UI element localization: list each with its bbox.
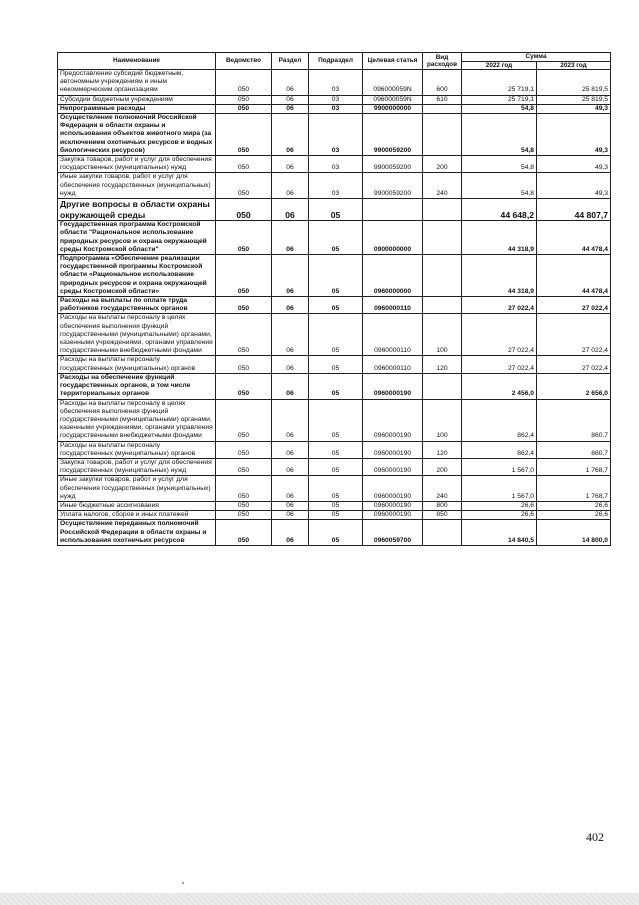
- cell-section: 06: [272, 314, 309, 356]
- cell-subsection: 05: [309, 441, 363, 458]
- cell-dept: 050: [216, 520, 272, 546]
- header-dept: Ведомство: [216, 53, 272, 70]
- cell-target: 9900000000: [363, 104, 423, 113]
- cell-section: 06: [272, 476, 309, 502]
- cell-sum-2023: 14 800,0: [537, 520, 611, 546]
- cell-dept: 050: [216, 95, 272, 104]
- cell-sum-2022: 25 719,1: [462, 95, 537, 104]
- cell-exp-type: [423, 520, 462, 546]
- table-row: [58, 476, 611, 502]
- cell-subsection: 05: [309, 199, 363, 221]
- cell-dept: 050: [216, 458, 272, 475]
- cell-sum-2022: 44 318,9: [462, 255, 537, 297]
- cell-exp-type: 120: [423, 356, 462, 373]
- cell-name: Закупка товаров, работ и услуг для обеспечения государственных (муниципальных) нужд: [58, 458, 216, 475]
- cell-section: 06: [272, 356, 309, 373]
- cell-subsection: 05: [309, 399, 363, 441]
- cell-dept: 050: [216, 199, 272, 221]
- cell-sum-2022: 26,6: [462, 501, 537, 510]
- cell-dept: 050: [216, 114, 272, 156]
- cell-name: Государственная программа Костромской области "Рациональное использование природных ресурсов и охрана окружающей среды Костромской области": [58, 221, 216, 255]
- cell-exp-type: 800: [423, 501, 462, 510]
- cell-dept: 050: [216, 104, 272, 113]
- cell-section: 06: [272, 173, 309, 199]
- cell-target: 0960000190: [363, 511, 423, 520]
- cell-subsection: 05: [309, 511, 363, 520]
- cell-exp-type: 200: [423, 156, 462, 173]
- cell-target: 9900059200: [363, 173, 423, 199]
- table-row: [58, 356, 611, 373]
- cell-subsection: 03: [309, 104, 363, 113]
- page-number: 402: [586, 830, 604, 844]
- cell-section: 06: [272, 114, 309, 156]
- table-header-row: [58, 53, 611, 62]
- cell-sum-2022: 862,4: [462, 441, 537, 458]
- cell-sum-2023: 25 819,5: [537, 70, 611, 96]
- cell-subsection: 05: [309, 255, 363, 297]
- cell-sum-2023: 49,3: [537, 104, 611, 113]
- cell-subsection: 03: [309, 70, 363, 96]
- header-target: Целевая статья: [363, 53, 423, 70]
- cell-sum-2023: 860,7: [537, 441, 611, 458]
- cell-subsection: 05: [309, 458, 363, 475]
- cell-section: 06: [272, 156, 309, 173]
- cell-subsection: 05: [309, 373, 363, 399]
- cell-name: Осуществление переданных полномочий Российской Федерации в области охраны и использования охотничьих ресурсов: [58, 520, 216, 546]
- cell-exp-type: [423, 199, 462, 221]
- header-subsection: Подраздел: [309, 53, 363, 70]
- cell-exp-type: [423, 373, 462, 399]
- cell-name: Субсидии бюджетным учреждениям: [58, 95, 216, 104]
- table-row: [58, 373, 611, 399]
- table-row: [58, 255, 611, 297]
- cell-dept: 050: [216, 476, 272, 502]
- cell-exp-type: 200: [423, 458, 462, 475]
- cell-exp-type: 100: [423, 399, 462, 441]
- cell-name: Осуществление полномочий Российской Федерации в области охраны и использования объектов животного мира (за исключением охотничьих ресурсов и водных биологических ресурсов): [58, 114, 216, 156]
- cell-section: 06: [272, 95, 309, 104]
- cell-target: 9900059200: [363, 114, 423, 156]
- cell-name: Предоставление субсидий бюджетным, автономным учреждениям и иным некоммерческим организациям: [58, 70, 216, 96]
- cell-target: 0960000190: [363, 399, 423, 441]
- cell-exp-type: 240: [423, 173, 462, 199]
- cell-sum-2023: 27 022,4: [537, 314, 611, 356]
- cell-sum-2022: 25 719,1: [462, 70, 537, 96]
- cell-name: Расходы на выплаты персоналу в целях обеспечения выполнения функций государственными (муниципальными) органами, казенными учреждениями, органами управления государственными внебюджетными фондами: [58, 314, 216, 356]
- cell-dept: 050: [216, 156, 272, 173]
- cell-sum-2022: 26,6: [462, 511, 537, 520]
- cell-name: Расходы на выплаты персоналу государственных (муниципальных) органов: [58, 356, 216, 373]
- cell-subsection: 05: [309, 221, 363, 255]
- cell-dept: 050: [216, 173, 272, 199]
- table-row: [58, 399, 611, 441]
- cell-name: Закупка товаров, работ и услуг для обеспечения государственных (муниципальных) нужд: [58, 156, 216, 173]
- cell-name: Уплата налогов, сборов и иных платежей: [58, 511, 216, 520]
- cell-sum-2023: 2 656,0: [537, 373, 611, 399]
- cell-name: Другие вопросы в области охраны окружающей среды: [58, 199, 216, 221]
- cell-section: 06: [272, 520, 309, 546]
- table-row: [58, 458, 611, 475]
- cell-sum-2023: 44 478,4: [537, 221, 611, 255]
- table-row: [58, 441, 611, 458]
- cell-dept: 050: [216, 501, 272, 510]
- cell-sum-2023: 44 807,7: [537, 199, 611, 221]
- cell-name: Расходы на обеспечение функций государственных органов, в том числе территориальных органов: [58, 373, 216, 399]
- cell-name: Подпрограмма «Обеспечение реализации государственной программы Костромской области «Рациональное использование природных ресурсов и охрана окружающей среды Костромской области»: [58, 255, 216, 297]
- cell-sum-2023: 860,7: [537, 399, 611, 441]
- cell-sum-2022: 1 567,0: [462, 476, 537, 502]
- table-row: [58, 173, 611, 199]
- cell-sum-2022: 44 318,9: [462, 221, 537, 255]
- cell-subsection: 05: [309, 476, 363, 502]
- cell-target: 096000059N: [363, 95, 423, 104]
- table-row: [58, 114, 611, 156]
- budget-table: [57, 52, 611, 546]
- cell-target: 0960000190: [363, 373, 423, 399]
- cell-sum-2022: 2 456,0: [462, 373, 537, 399]
- cell-section: 06: [272, 458, 309, 475]
- cell-target: 096000059N: [363, 70, 423, 96]
- cell-sum-2022: 54,8: [462, 104, 537, 113]
- cell-target: 0960000110: [363, 297, 423, 314]
- cell-target: 9900059200: [363, 156, 423, 173]
- cell-target: 0960000110: [363, 356, 423, 373]
- cell-subsection: 05: [309, 356, 363, 373]
- table-row: [58, 314, 611, 356]
- cell-sum-2022: 862,4: [462, 399, 537, 441]
- cell-sum-2023: 49,3: [537, 173, 611, 199]
- cell-target: 0960000110: [363, 314, 423, 356]
- cell-exp-type: 600: [423, 70, 462, 96]
- cell-section: 06: [272, 373, 309, 399]
- cell-exp-type: 610: [423, 95, 462, 104]
- table-row: [58, 104, 611, 113]
- cell-section: 06: [272, 511, 309, 520]
- cell-section: 06: [272, 199, 309, 221]
- scan-speck: [182, 882, 184, 884]
- header-name: Наименование: [58, 53, 216, 70]
- header-year-2023: 2023 год: [537, 61, 611, 70]
- cell-target: 0960000190: [363, 441, 423, 458]
- cell-dept: 050: [216, 373, 272, 399]
- cell-sum-2023: 44 478,4: [537, 255, 611, 297]
- cell-sum-2022: 1 567,0: [462, 458, 537, 475]
- cell-dept: 050: [216, 297, 272, 314]
- cell-sum-2022: 44 648,2: [462, 199, 537, 221]
- cell-section: 06: [272, 297, 309, 314]
- cell-sum-2023: 26,6: [537, 511, 611, 520]
- cell-exp-type: 850: [423, 511, 462, 520]
- cell-subsection: 05: [309, 520, 363, 546]
- cell-sum-2023: 27 022,4: [537, 356, 611, 373]
- table-row: [58, 501, 611, 510]
- cell-subsection: 05: [309, 501, 363, 510]
- table-row: [58, 511, 611, 520]
- cell-dept: 050: [216, 70, 272, 96]
- cell-dept: 050: [216, 255, 272, 297]
- cell-sum-2023: 1 768,7: [537, 458, 611, 475]
- cell-exp-type: 100: [423, 314, 462, 356]
- cell-subsection: 03: [309, 173, 363, 199]
- cell-section: 06: [272, 501, 309, 510]
- cell-sum-2023: 49,3: [537, 114, 611, 156]
- cell-sum-2022: 54,8: [462, 156, 537, 173]
- cell-sum-2022: 27 022,4: [462, 297, 537, 314]
- cell-name: Иные закупки товаров, работ и услуг для обеспечения государственных (муниципальных) нужд: [58, 173, 216, 199]
- header-sum: Сумма: [462, 53, 611, 62]
- cell-dept: 050: [216, 399, 272, 441]
- cell-sum-2022: 54,8: [462, 173, 537, 199]
- cell-name: Расходы на выплаты персоналу в целях обеспечения выполнения функций государственными (муниципальными) органами, казенными учреждениями, органами управления государственными внебюджетными фондами: [58, 399, 216, 441]
- table-row: [58, 221, 611, 255]
- cell-subsection: 05: [309, 297, 363, 314]
- cell-target: 0960000190: [363, 458, 423, 475]
- cell-sum-2023: 26,6: [537, 501, 611, 510]
- table-row: [58, 199, 611, 221]
- cell-sum-2023: 25 819,5: [537, 95, 611, 104]
- cell-section: 06: [272, 70, 309, 96]
- cell-subsection: 05: [309, 314, 363, 356]
- cell-sum-2022: 14 840,5: [462, 520, 537, 546]
- cell-exp-type: [423, 221, 462, 255]
- cell-dept: 050: [216, 511, 272, 520]
- cell-dept: 050: [216, 314, 272, 356]
- cell-sum-2023: 1 768,7: [537, 476, 611, 502]
- cell-subsection: 03: [309, 156, 363, 173]
- cell-sum-2022: 27 022,4: [462, 314, 537, 356]
- cell-section: 06: [272, 399, 309, 441]
- table-body: [58, 70, 611, 546]
- header-section: Раздел: [272, 53, 309, 70]
- cell-section: 06: [272, 221, 309, 255]
- scan-bottom-strip: [0, 893, 639, 905]
- table-row: [58, 156, 611, 173]
- cell-target: 0960000000: [363, 255, 423, 297]
- cell-exp-type: [423, 297, 462, 314]
- cell-exp-type: 240: [423, 476, 462, 502]
- table-row: [58, 70, 611, 96]
- cell-sum-2022: 27 022,4: [462, 356, 537, 373]
- cell-dept: 050: [216, 221, 272, 255]
- cell-section: 06: [272, 255, 309, 297]
- cell-exp-type: 120: [423, 441, 462, 458]
- cell-dept: 050: [216, 356, 272, 373]
- cell-sum-2023: 27 022,4: [537, 297, 611, 314]
- cell-name: Расходы на выплаты по оплате труда работников государственных органов: [58, 297, 216, 314]
- cell-name: Иные закупки товаров, работ и услуг для обеспечения государственных (муниципальных) нужд: [58, 476, 216, 502]
- cell-subsection: 03: [309, 114, 363, 156]
- header-year-2022: 2022 год: [462, 61, 537, 70]
- cell-section: 06: [272, 441, 309, 458]
- cell-target: [363, 199, 423, 221]
- cell-name: Расходы на выплаты персоналу государственных (муниципальных) органов: [58, 441, 216, 458]
- cell-target: 0960000190: [363, 501, 423, 510]
- cell-dept: 050: [216, 441, 272, 458]
- table-row: [58, 95, 611, 104]
- cell-target: 0960000190: [363, 476, 423, 502]
- cell-target: 0900000000: [363, 221, 423, 255]
- header-exp-type: Вид расходов: [423, 53, 462, 70]
- cell-exp-type: [423, 255, 462, 297]
- cell-name: Иные бюджетные ассигнования: [58, 501, 216, 510]
- cell-section: 06: [272, 104, 309, 113]
- table-row: [58, 520, 611, 546]
- cell-sum-2023: 49,3: [537, 156, 611, 173]
- cell-name: Непрограммные расходы: [58, 104, 216, 113]
- cell-target: 0960059700: [363, 520, 423, 546]
- cell-exp-type: [423, 114, 462, 156]
- cell-subsection: 03: [309, 95, 363, 104]
- table-row: [58, 297, 611, 314]
- cell-exp-type: [423, 104, 462, 113]
- cell-sum-2022: 54,8: [462, 114, 537, 156]
